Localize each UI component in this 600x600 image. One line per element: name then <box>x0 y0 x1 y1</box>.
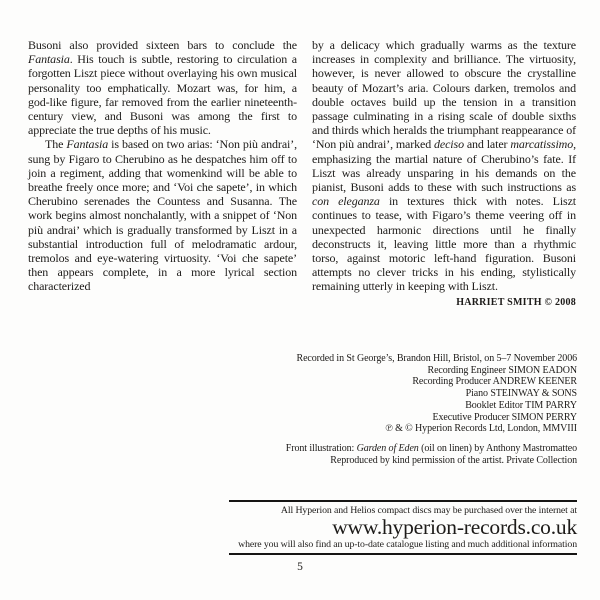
footer-catalogue-line: where you will also find an up-to-date catalogue listing and much additional information <box>238 538 577 550</box>
italic-text-segment: Fantasia <box>28 52 70 67</box>
page-number: 5 <box>297 561 303 573</box>
italic-text-segment: Fantasia <box>66 137 109 152</box>
left-text-column <box>28 38 297 294</box>
text-segment: by a delicacy which gradually warms as the texture increases in complexity and brilliance. The virtuosity, however, is never allowed to obscure the crystalline beauty of Mozart’s aria. Colours darken, tremolos and double octaves build up the tension in a transition passage culminating in a rising scale of double sixths and thirds which heralds the triumphant reappearance of ‘Non più andrai’, marked <box>312 38 576 152</box>
text-segment: (oil on linen) by Anthony Mastromatteo <box>418 443 577 454</box>
illustration-credit-line-1 <box>117 443 577 455</box>
body-paragraph <box>28 38 297 137</box>
right-text-column <box>312 38 576 308</box>
text-segment: and later <box>463 137 511 152</box>
recording-credits <box>147 353 577 435</box>
credit-line: Recording Engineer SIMON EADON <box>427 364 577 376</box>
body-paragraph <box>28 137 297 293</box>
italic-text-segment: deciso <box>434 137 464 152</box>
credit-line: Executive Producer SIMON PERRY <box>432 411 577 423</box>
text-segment: is based on two arias: ‘Non più andrai’, sung by Figaro to Cherubino as he despatches him off to join a regiment, adding that womenkind will be able to breathe freely once more; and ‘Voi che sapete’, in which Cherubino serenades the Countess and Susanna. The work begins almost nonchalantly, with a snippet of ‘Non più andrai’ which is gradually transformed by Liszt in a substantial introduction full of melodramatic ardour, tremolos and eye-watering virtuosity. ‘Voi che sapete’ then appears complete, in a more lyrical section characterized <box>28 137 297 294</box>
text-segment: . His touch is subtle, restoring to circulation a forgotten Liszt piece without overlaying his own musical personality too emphatically. Mozart was, for him, a god-like figure, far removed from the earlier nineteenth-century view, and Busoni was among the first to appreciate the true depths of his music. <box>28 52 297 138</box>
text-segment: in textures thick with notes. Liszt continues to tease, with Figaro’s theme veering off in unexpected harmonic directions until he finally deconstructs it, leaving little more than a rhythmic torso, against motoric left-hand figuration. Busoni attempts no clever tricks in his ending, stylistically remaining utterly in keeping with Liszt. <box>312 194 577 294</box>
author-byline: HARRIET SMITH © 2008 <box>456 296 576 308</box>
text-segment: Front illustration: <box>285 443 357 454</box>
credit-line: Recorded in St George’s, Brandon Hill, Bristol, on 5–7 November 2006 <box>296 353 577 364</box>
italic-text-segment: marcatissimo <box>510 137 574 152</box>
footer-rule-bottom <box>229 553 577 555</box>
illustration-credit <box>117 443 577 466</box>
body-paragraph <box>312 38 576 294</box>
text-segment: The <box>45 137 67 152</box>
credit-line: Recording Producer ANDREW KEENER <box>412 376 577 388</box>
footer-purchase-line: All Hyperion and Helios compact discs may be purchased over the internet at <box>280 504 577 516</box>
illustration-credit-line-2: Reproduced by kind permission of the artist. Private Collection <box>330 454 577 466</box>
credit-line: Booklet Editor TIM PARRY <box>465 399 577 411</box>
footer-purchase-info <box>229 500 577 555</box>
text-segment: Busoni also provided sixteen bars to conclude the <box>28 38 297 52</box>
footer-rule-top <box>229 500 577 502</box>
credit-line: Piano STEINWAY & SONS <box>465 388 577 400</box>
italic-text-segment: Garden of Eden <box>356 443 419 454</box>
hyperion-website-url: www.hyperion-records.co.uk <box>332 514 577 539</box>
text-segment: , emphasizing the martial nature of Cherubino’s fate. If Liszt was already unsparing in his demands on the pianist, Busoni adds to these with such instructions as <box>312 137 576 195</box>
credit-line: ℗ & © Hyperion Records Ltd, London, MMVIII <box>385 423 577 435</box>
italic-text-segment: con eleganza <box>312 194 380 209</box>
